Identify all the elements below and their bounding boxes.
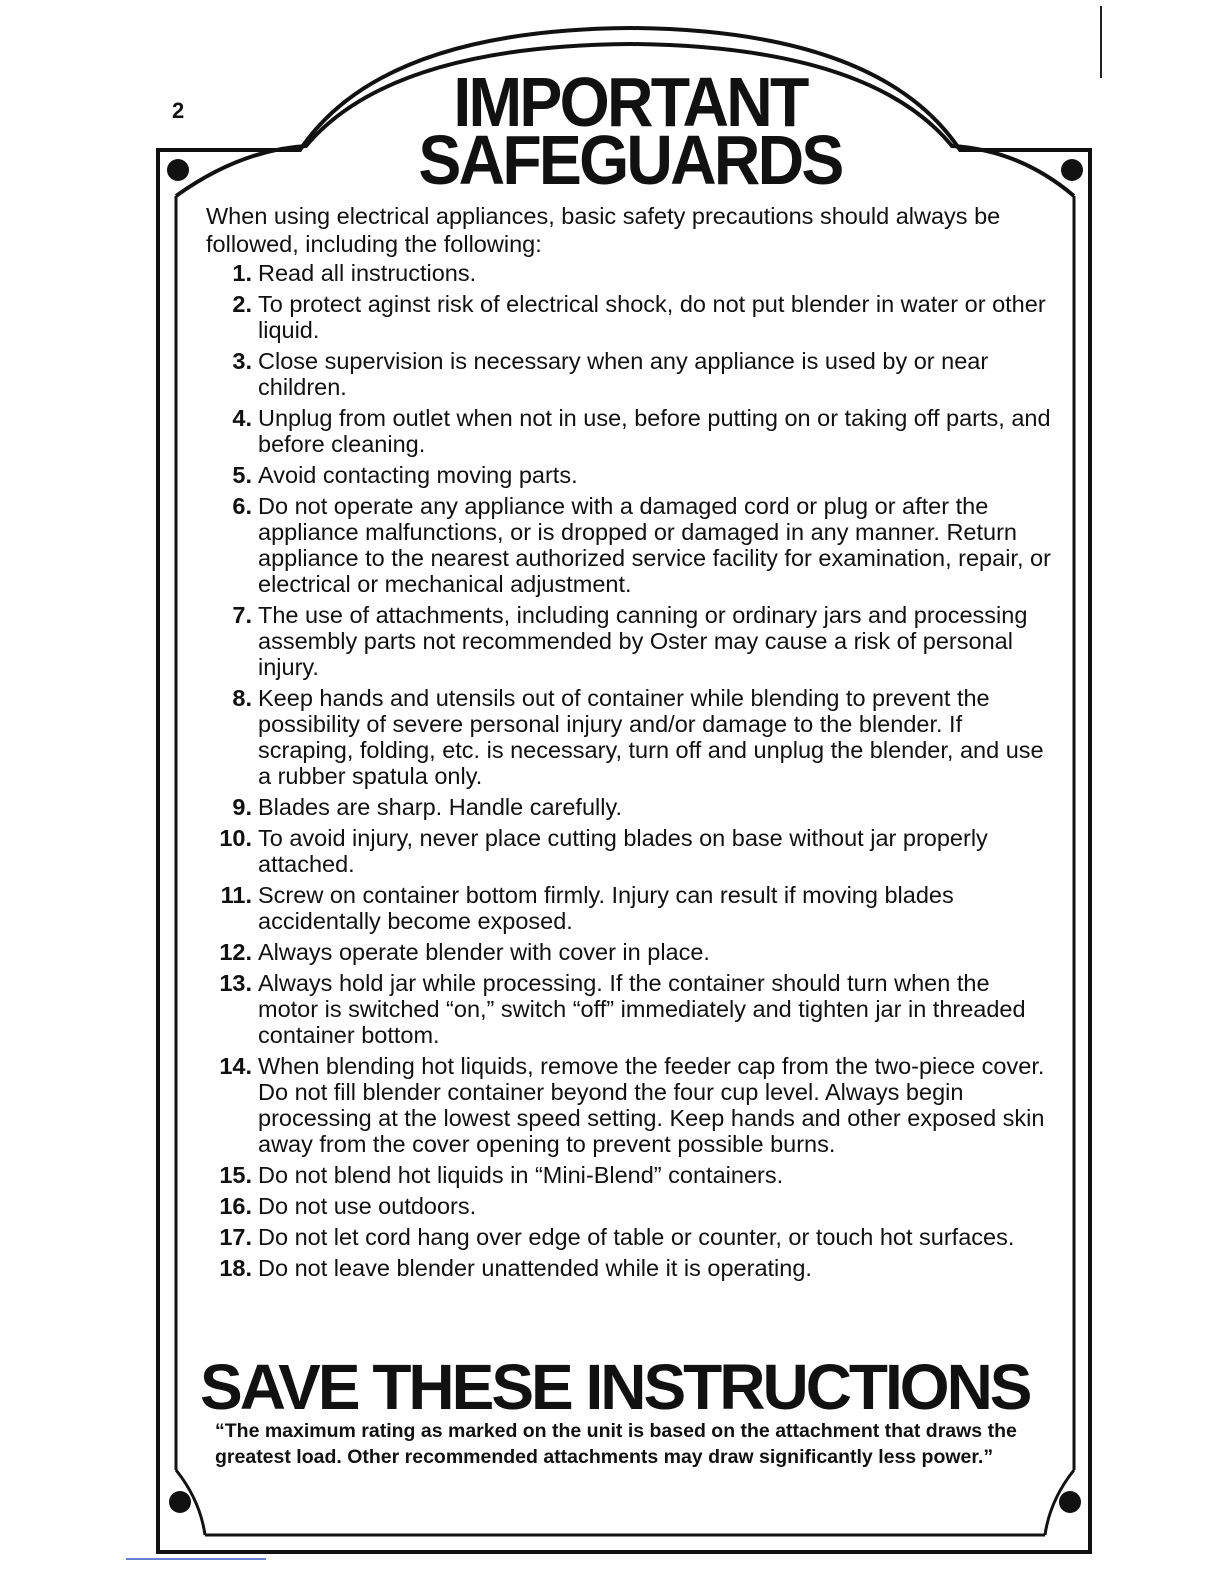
save-instructions-heading: SAVE THESE INSTRUCTIONS — [200, 1351, 1030, 1423]
list-item — [206, 260, 1056, 286]
list-item — [206, 493, 1056, 597]
page-edge-line — [126, 1558, 266, 1560]
list-item — [206, 462, 1056, 488]
item-number: 8. — [232, 685, 252, 711]
rivet-top-left — [167, 159, 189, 181]
item-number: 11. — [220, 882, 252, 908]
list-item — [206, 1053, 1056, 1157]
list-item — [206, 291, 1056, 343]
item-text: Always operate blender with cover in place. — [258, 939, 710, 965]
list-item — [206, 685, 1056, 789]
list-item — [206, 939, 1056, 965]
rivet-bottom-left — [169, 1491, 191, 1513]
list-item — [206, 1162, 1056, 1188]
list-item — [206, 825, 1056, 877]
item-number: 15. — [219, 1162, 252, 1188]
item-text: Do not leave blender unattended while it is operating. — [258, 1255, 812, 1281]
item-number: 12. — [219, 939, 252, 965]
item-text: Do not use outdoors. — [258, 1193, 477, 1219]
title-safeguards: SAFEGUARDS — [418, 121, 842, 199]
item-text: When blending hot liquids, remove the feeder cap from the two-piece cover. Do not fill blender container beyond the four cup level. Always begin processing at the lowest speed setting. Keep hands and other exposed skin away from the cover opening to prevent possible burns. — [258, 1053, 1045, 1157]
item-number: 17. — [219, 1224, 252, 1250]
list-item — [206, 1255, 1056, 1281]
safeguard-list — [206, 260, 1056, 1286]
item-number: 9. — [232, 794, 252, 820]
item-text: Do not blend hot liquids in “Mini-Blend” containers. — [258, 1162, 784, 1188]
item-number: 16. — [219, 1193, 252, 1219]
list-item — [206, 970, 1056, 1048]
item-text: Unplug from outlet when not in use, before putting on or taking off parts, and before cleaning. — [258, 405, 1051, 457]
item-text: Read all instructions. — [258, 260, 477, 286]
list-item — [206, 882, 1056, 934]
item-text: The use of attachments, including canning or ordinary jars and processing assembly parts not recommended by Oster may cause a risk of personal injury. — [258, 602, 1028, 680]
item-number: 5. — [232, 462, 252, 488]
item-text: Screw on container bottom firmly. Injury can result if moving blades accidentally become exposed. — [258, 882, 954, 934]
item-text: Do not operate any appliance with a damaged cord or plug or after the appliance malfunctions, or is dropped or damaged in any manner. Return appliance to the nearest authorized service facility for examination, repair, or electrical or mechanical adjustment. — [258, 493, 1051, 597]
page-number: 2 — [172, 98, 185, 123]
item-text: Close supervision is necessary when any appliance is used by or near children. — [258, 348, 989, 400]
item-number: 10. — [219, 825, 252, 851]
list-item — [206, 1224, 1056, 1250]
item-number: 14. — [219, 1053, 252, 1079]
rivet-bottom-right — [1059, 1491, 1081, 1513]
item-number: 4. — [232, 405, 252, 431]
edge-mark — [1100, 6, 1102, 78]
item-number: 6. — [232, 493, 252, 519]
item-text: Blades are sharp. Handle carefully. — [258, 794, 623, 820]
intro-text: When using electrical appliances, basic safety precautions should always be followed, including the following: — [206, 203, 1001, 257]
item-number: 1. — [232, 260, 252, 286]
item-text: To avoid injury, never place cutting blades on base without jar properly attached. — [258, 825, 988, 877]
list-item — [206, 602, 1056, 680]
item-number: 7. — [232, 602, 252, 628]
item-text: Keep hands and utensils out of container while blending to prevent the possibility of severe personal injury and/or damage to the blender. If scraping, folding, etc. is necessary, turn off and unplug the blender, and use a rubber spatula only. — [258, 685, 1044, 789]
list-item — [206, 1193, 1056, 1219]
list-item — [206, 405, 1056, 457]
item-text: Do not let cord hang over edge of table or counter, or touch hot surfaces. — [258, 1224, 1015, 1250]
power-rating-footnote: “The maximum rating as marked on the unit is based on the attachment that draws the greatest load. Other recommended attachments may draw significantly less power.” — [215, 1420, 1017, 1468]
rivet-top-right — [1061, 159, 1083, 181]
item-number: 13. — [219, 970, 252, 996]
item-text: Always hold jar while processing. If the container should turn when the motor is switched “on,” switch “off” immediately and tighten jar in threaded container bottom. — [258, 970, 1026, 1048]
item-text: To protect aginst risk of electrical shock, do not put blender in water or other liquid. — [258, 291, 1046, 343]
list-item — [206, 794, 1056, 820]
list-item — [206, 348, 1056, 400]
title-important: IMPORTANT — [453, 63, 807, 141]
item-number: 3. — [232, 348, 252, 374]
item-text: Avoid contacting moving parts. — [258, 462, 578, 488]
item-number: 2. — [232, 291, 252, 317]
item-number: 18. — [219, 1255, 252, 1281]
